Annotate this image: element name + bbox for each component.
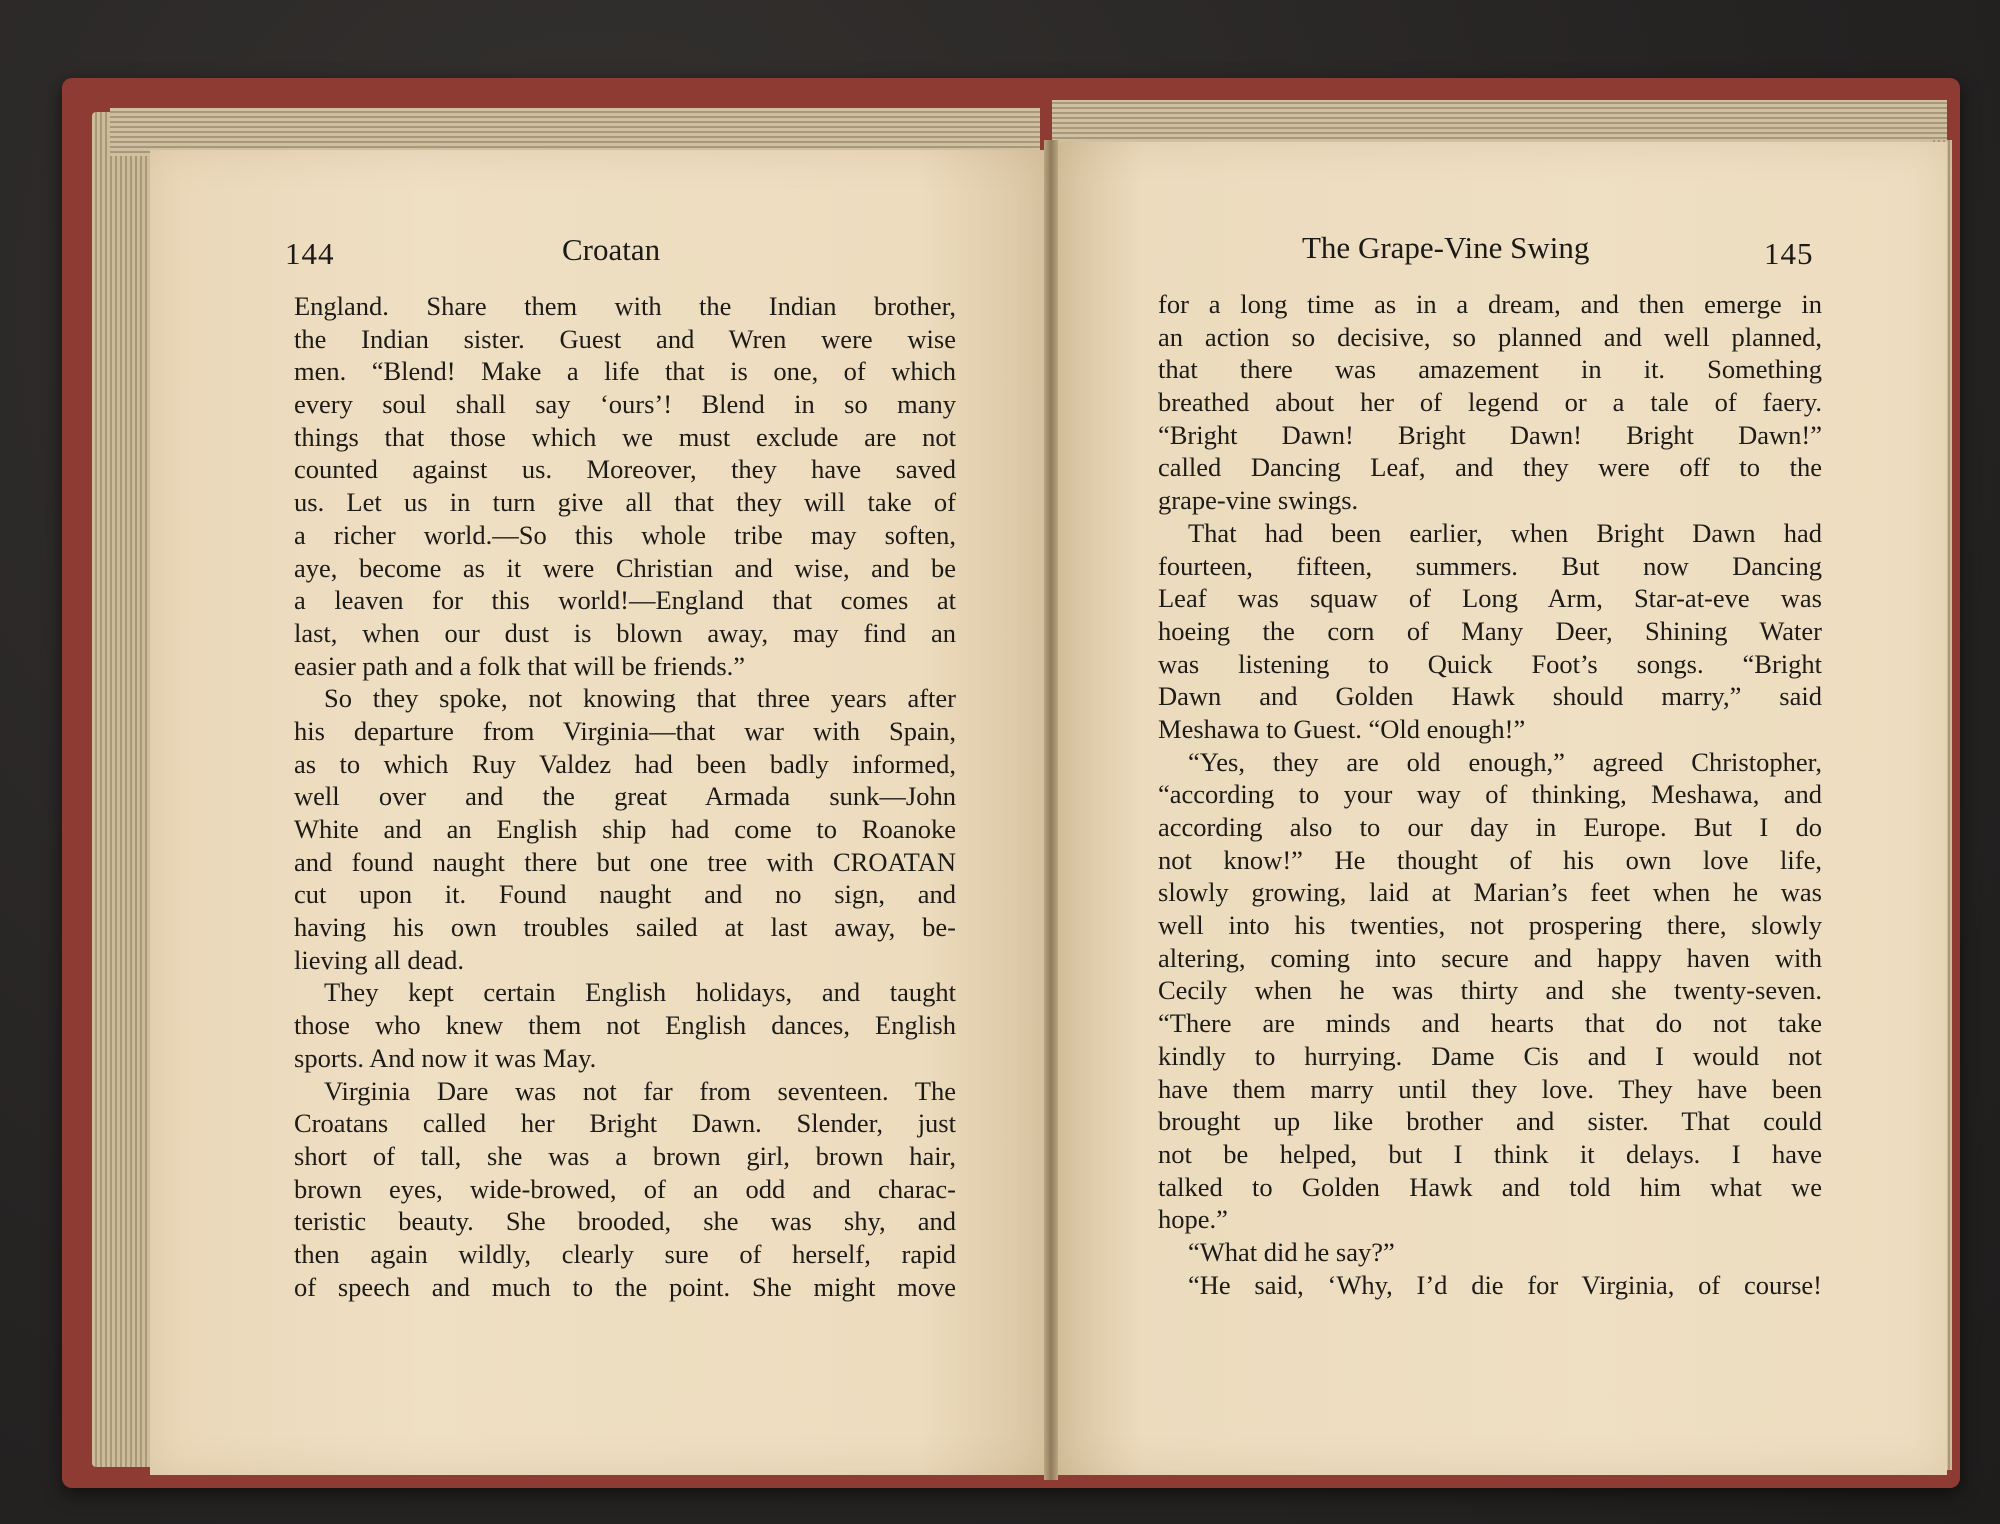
- text-line: “There are minds and hearts that do not take: [1158, 1008, 1822, 1039]
- text-line: White and an English ship had come to Roanoke: [294, 814, 956, 844]
- text-line: those who knew them not English dances, English: [294, 1010, 956, 1041]
- text-line: called Dancing Leaf, and they were off to the: [1158, 452, 1822, 483]
- text-line: well over and the great Armada sunk—John: [294, 781, 956, 812]
- text-line: So they spoke, not knowing that three years after: [324, 683, 956, 714]
- text-line: well into his twenties, not prospering there, slowly: [1158, 910, 1822, 941]
- text-line: for a long time as in a dream, and then emerge in: [1158, 289, 1822, 319]
- text-line: that there was amazement in it. Something: [1158, 354, 1822, 385]
- text-line: Leaf was squaw of Long Arm, Star-at-eve was: [1158, 583, 1822, 614]
- book-gutter: [1044, 140, 1058, 1480]
- text-line: as to which Ruy Valdez had been badly informed,: [294, 748, 956, 779]
- text-line: was listening to Quick Foot’s songs. “Bright: [1158, 648, 1822, 679]
- text-line: “He said, ‘Why, I’d die for Virginia, of course!: [1188, 1269, 1822, 1300]
- text-line: hope.”: [1158, 1204, 1228, 1235]
- text-line: altering, coming into secure and happy haven with: [1158, 942, 1822, 973]
- text-line: and found naught there but one tree with CROATAN: [294, 846, 956, 877]
- text-line: have them marry until they love. They have been: [1158, 1073, 1822, 1104]
- text-line: easier path and a folk that will be friends.”: [294, 650, 746, 681]
- text-line: brought up like brother and sister. That could: [1158, 1106, 1822, 1137]
- right-page-number: 145: [1764, 236, 1814, 271]
- text-line: slowly growing, laid at Marian’s feet when he was: [1158, 877, 1822, 908]
- text-line: sports. And now it was May.: [294, 1042, 597, 1073]
- left-top-page-edges: [110, 108, 1040, 156]
- left-body-text: [294, 290, 956, 1303]
- text-line: They kept certain English holidays, and taught: [324, 977, 956, 1008]
- text-line: breathed about her of legend or a tale of faery.: [1158, 387, 1822, 418]
- left-page-number: 144: [285, 236, 335, 271]
- left-running-head: Croatan: [562, 232, 661, 267]
- text-line: a richer world.—So this whole tribe may soften,: [294, 519, 956, 550]
- left-page-block-edges: [92, 112, 152, 1467]
- text-line: “What did he say?”: [1188, 1236, 1395, 1267]
- text-line: fourteen, fifteen, summers. But now Dancing: [1158, 550, 1822, 581]
- text-line: “Bright Dawn! Bright Dawn! Bright Dawn!”: [1158, 419, 1822, 450]
- text-line: last, when our dust is blown away, may find an: [294, 617, 956, 648]
- text-line: an action so decisive, so planned and well planned,: [1158, 321, 1822, 352]
- text-line: Croatans called her Bright Dawn. Slender, just: [294, 1108, 956, 1139]
- text-line: a leaven for this world!—England that comes at: [294, 585, 956, 616]
- text-line: England. Share them with the Indian brother,: [294, 291, 956, 321]
- text-line: Virginia Dare was not far from seventeen. The: [324, 1075, 956, 1106]
- text-line: kindly to hurrying. Dame Cis and I would not: [1158, 1040, 1822, 1071]
- text-line: the Indian sister. Guest and Wren were wise: [294, 323, 956, 354]
- text-line: aye, become as it were Christian and wise, and be: [294, 552, 956, 583]
- text-line: teristic beauty. She brooded, she was shy, and: [294, 1206, 956, 1237]
- text-line: not be helped, but I think it delays. I have: [1158, 1138, 1822, 1169]
- text-line: “according to your way of thinking, Meshawa, and: [1158, 779, 1822, 810]
- right-running-head: The Grape-Vine Swing: [1302, 230, 1590, 265]
- text-line: brown eyes, wide-browed, of an odd and charac-: [294, 1173, 956, 1204]
- text-line: us. Let us in turn give all that they will take of: [294, 487, 956, 518]
- text-line: talked to Golden Hawk and told him what we: [1158, 1171, 1822, 1202]
- text-line: short of tall, she was a brown girl, brown hair,: [294, 1140, 956, 1171]
- text-line: Meshawa to Guest. “Old enough!”: [1158, 713, 1526, 744]
- text-line: his departure from Virginia—that war with Spain,: [294, 715, 956, 746]
- text-line: not know!” He thought of his own love life,: [1158, 844, 1822, 875]
- text-line: Dawn and Golden Hawk should marry,” said: [1158, 681, 1822, 712]
- text-line: grape-vine swings.: [1158, 485, 1359, 516]
- text-line: having his own troubles sailed at last away, be-: [294, 912, 956, 943]
- right-body-text: [1158, 288, 1822, 1301]
- text-line: hoeing the corn of Many Deer, Shining Water: [1158, 615, 1822, 646]
- text-line: Cecily when he was thirty and she twenty-seven.: [1158, 975, 1822, 1006]
- text-line: then again wildly, clearly sure of herself, rapid: [294, 1238, 956, 1269]
- text-line: men. “Blend! Make a life that is one, of which: [294, 356, 956, 387]
- text-line: things that those which we must exclude are not: [294, 421, 956, 452]
- text-line: That had been earlier, when Bright Dawn had: [1188, 517, 1822, 548]
- text-line: “Yes, they are old enough,” agreed Christopher,: [1188, 746, 1822, 777]
- text-line: of speech and much to the point. She might move: [294, 1271, 956, 1302]
- text-line: counted against us. Moreover, they have saved: [294, 454, 956, 485]
- text-line: cut upon it. Found naught and no sign, and: [294, 879, 956, 910]
- text-line: lieving all dead.: [294, 944, 464, 975]
- text-line: every soul shall say ‘ours’! Blend in so many: [294, 389, 956, 420]
- text-line: according also to our day in Europe. But I do: [1158, 812, 1822, 842]
